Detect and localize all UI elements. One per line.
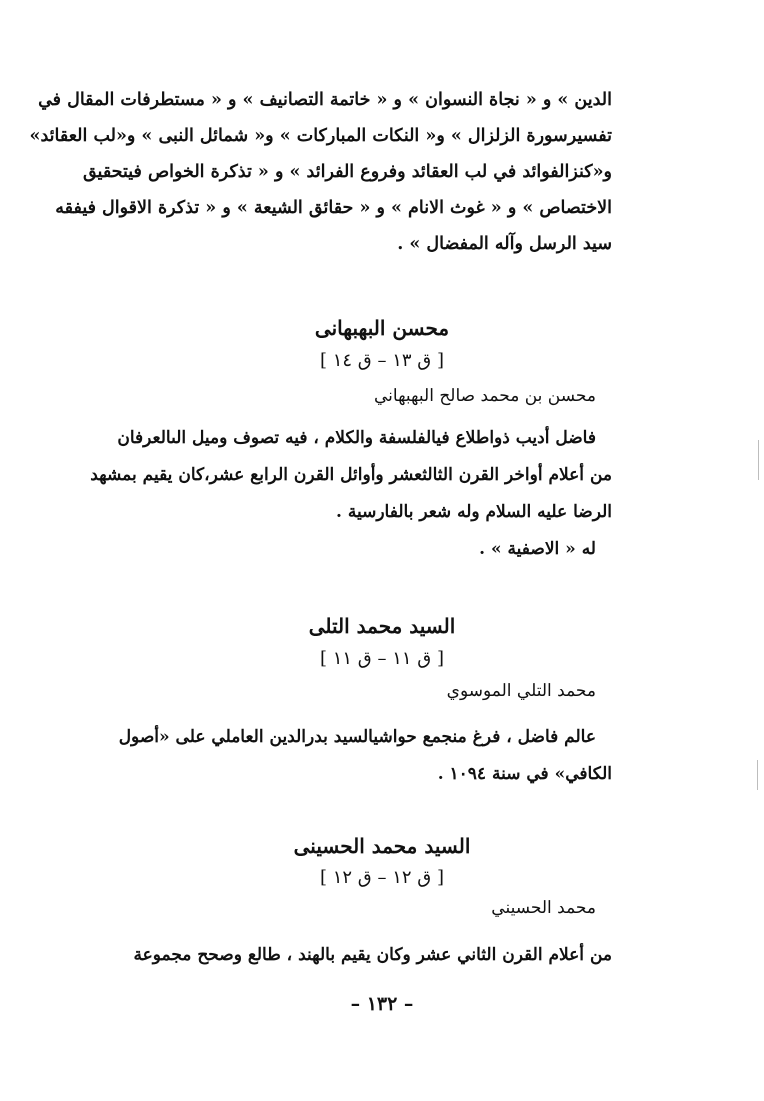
entry-works: له « الاصفية » . <box>479 539 596 559</box>
entry-dates: [ ق ١٣ – ق ١٤ ] <box>319 350 444 371</box>
entry-body <box>78 420 612 568</box>
entry-full-name: محمد التلي الموسوي <box>446 681 596 701</box>
text-line: سيد الرسل وآله المفضال » . <box>397 234 612 254</box>
text-line: الدين » و « نجاة النسوان » و « خاتمة التصانيف » و « مستطرفات المقال في <box>38 90 612 110</box>
scan-edge-mark <box>757 760 758 790</box>
entry-full-name: محمد الحسيني <box>491 898 596 918</box>
scan-edge-mark <box>758 440 759 480</box>
entry-heading: محسن البهبهانى <box>314 316 450 340</box>
entry-dates: [ ق ١٢ – ق ١٢ ] <box>319 867 444 888</box>
text-line: من أعلام أواخر القرن الثالثعشر وأوائل القرن الرابع عشر،كان يقيم بمشهد <box>90 465 612 485</box>
text-line: من أعلام القرن الثاني عشر وكان يقيم بالهند ، طالع وصحح مجموعة <box>133 945 612 965</box>
entry-dates: [ ق ١١ – ق ١١ ] <box>319 648 444 669</box>
entry-body <box>78 937 612 974</box>
entry-full-name: محسن بن محمد صالح البهبهاني <box>374 386 596 406</box>
entry-heading: السيد محمد الحسينى <box>293 834 471 858</box>
text-line: الاختصاص » و « غوث الانام » و « حقائق الشيعة » و « تذكرة الاقوال فيفقه <box>55 198 612 218</box>
text-line: تفسيرسورة الزلزال » و« النكات المباركات » و« شمائل النبى » و«لب العقائد» <box>29 126 612 146</box>
text-line: الكافي» في سنة ١٠٩٤ . <box>437 764 612 784</box>
text-line: فاضل أديب ذواطلاع فيالفلسفة والكلام ، فيه تصوف وميل الىالعرفان <box>117 428 596 448</box>
entry-heading: السيد محمد التلى <box>308 614 456 638</box>
intro-paragraph <box>29 82 612 262</box>
entry-body <box>78 719 612 793</box>
text-line: و«كنزالفوائد في لب العقائد وفروع الفرائد » و « تذكرة الخواص فيتحقيق <box>82 162 612 182</box>
text-line: عالم فاضل ، فرغ منجمع حواشيالسيد بدرالدين العاملي على «أصول <box>118 727 596 747</box>
page-number: – ١٣٢ – <box>350 993 414 1015</box>
text-line: الرضا عليه السلام وله شعر بالفارسية . <box>336 502 612 522</box>
